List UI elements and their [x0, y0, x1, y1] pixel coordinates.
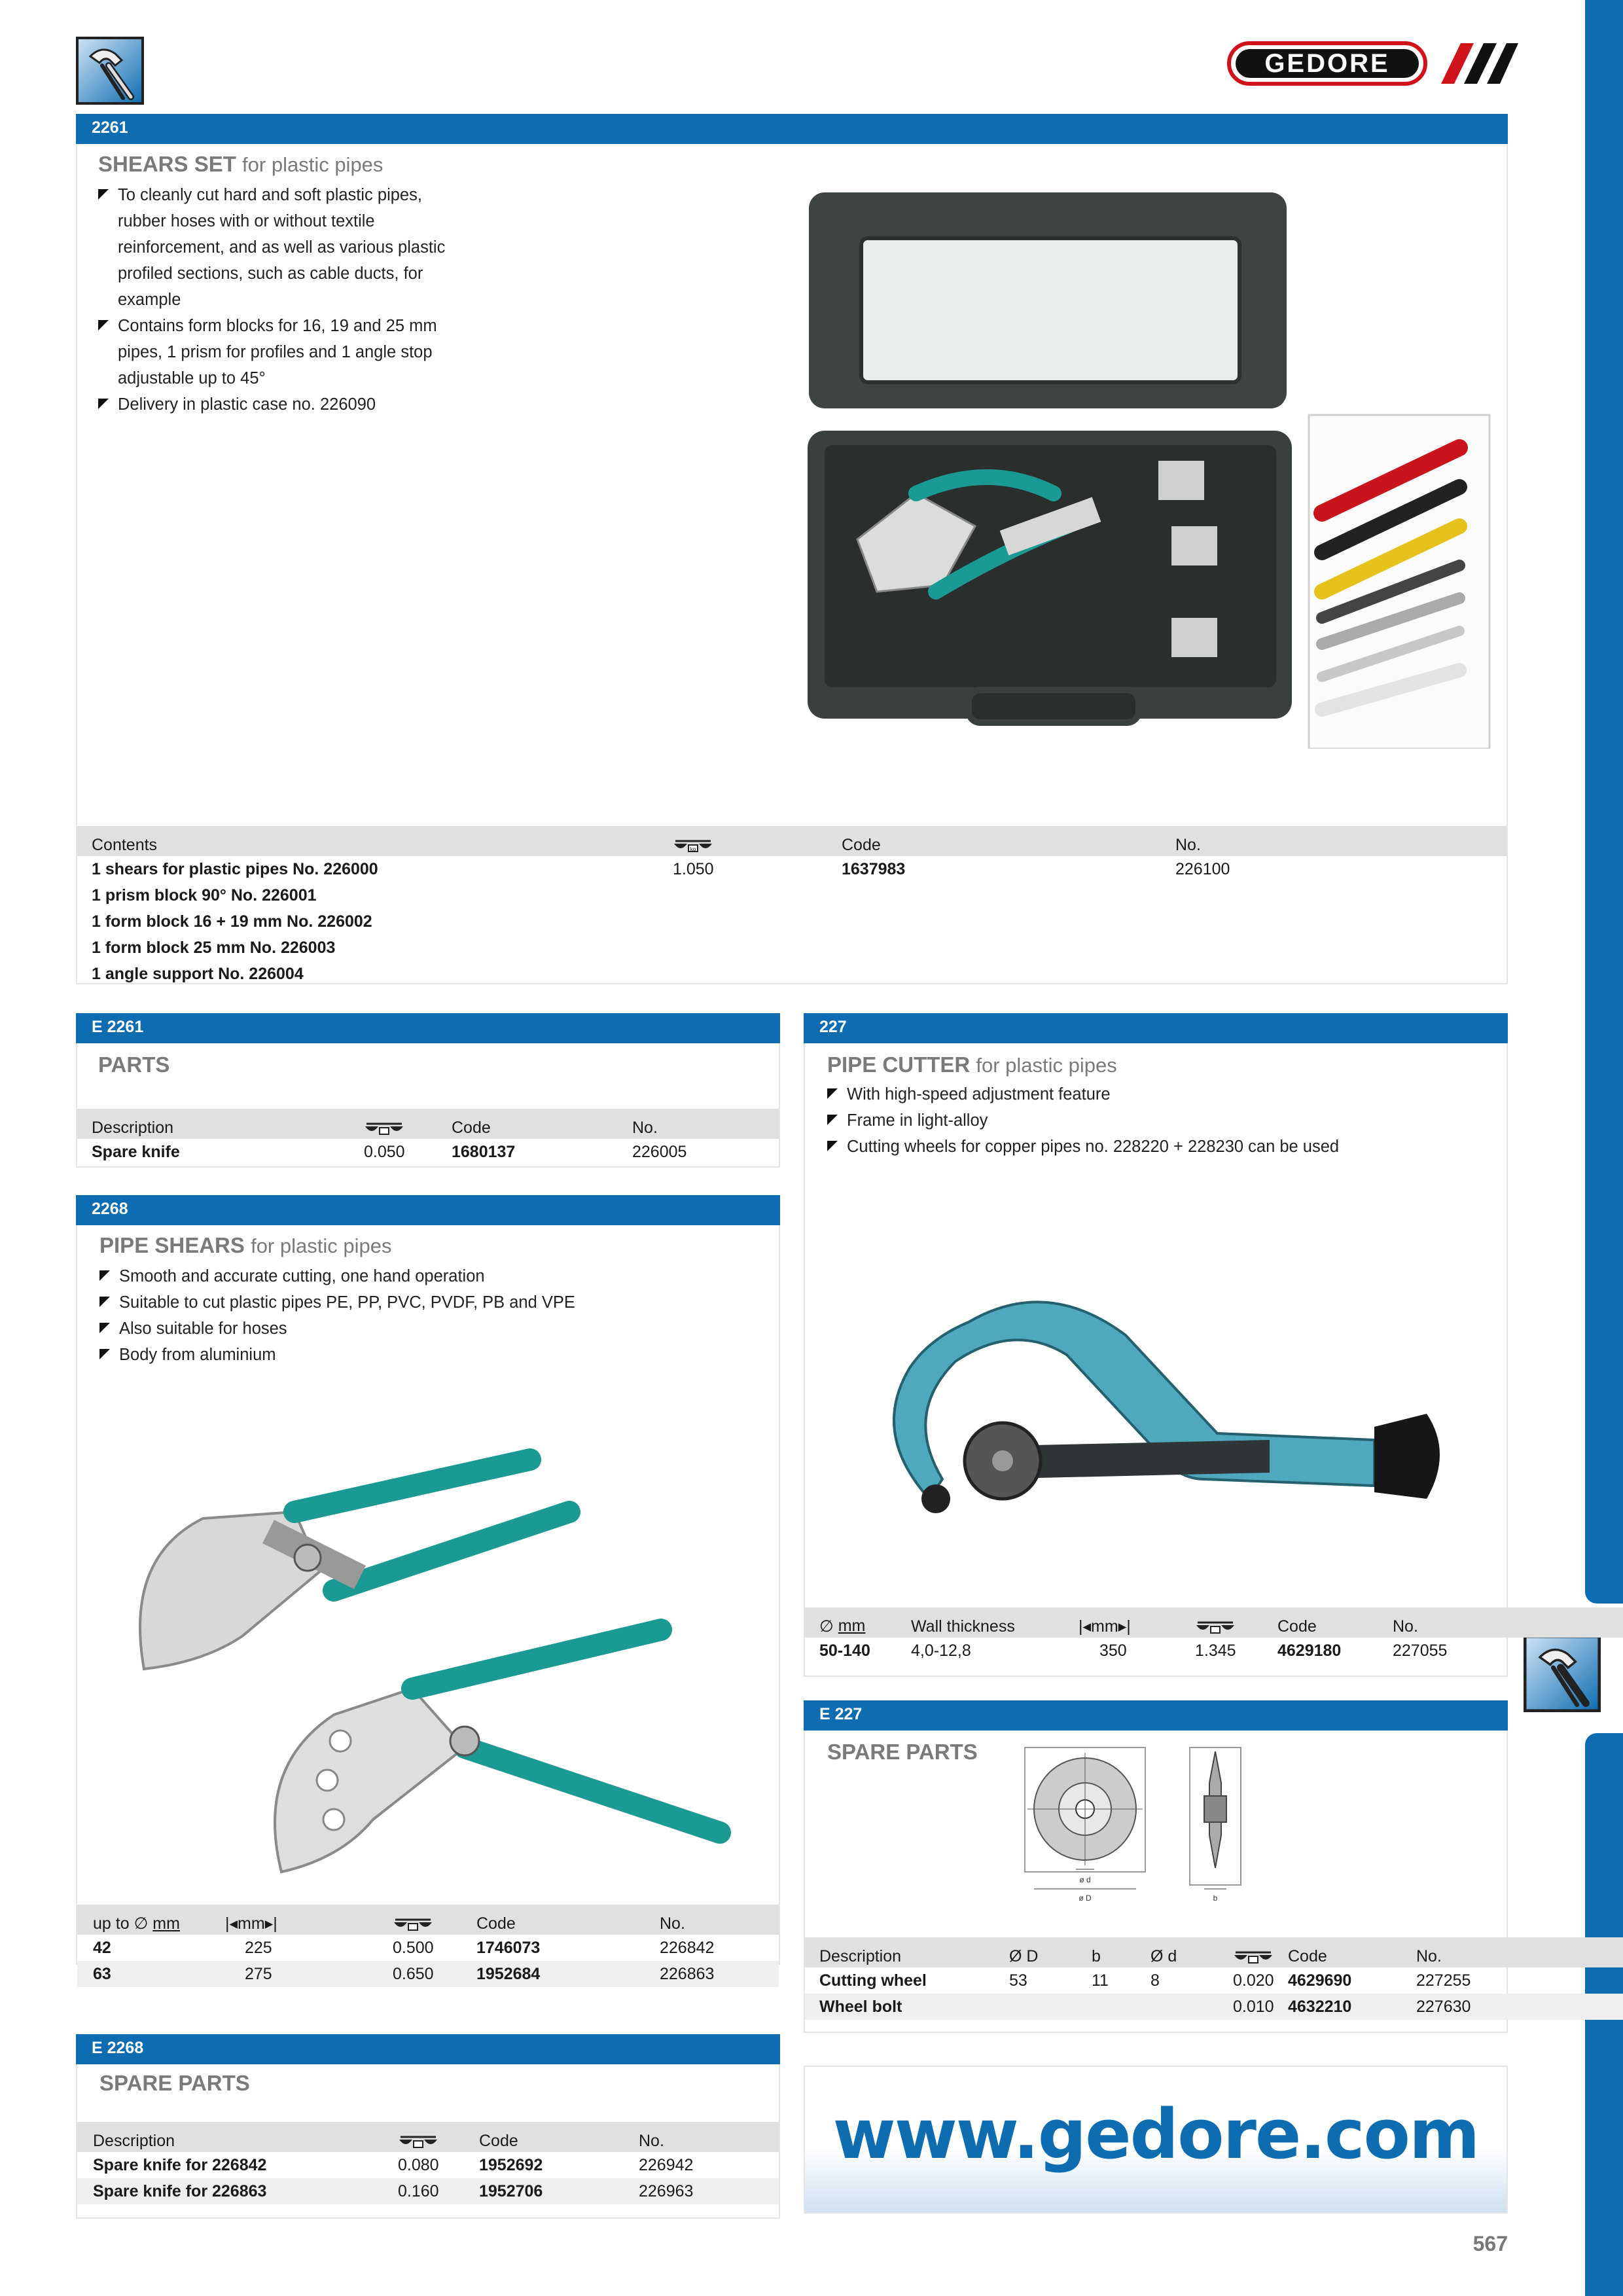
cell: 1 shears for plastic pipes No. 226000 [92, 859, 378, 878]
table-row [805, 1638, 1623, 1664]
cell: 0.010 [1233, 1994, 1288, 2020]
cutting-wheel-drawing [1021, 1744, 1270, 1907]
section-title [827, 1052, 1117, 1077]
contents-table [77, 826, 1507, 987]
cell: 226863 [660, 1961, 779, 1987]
feature-item: Also suitable for hoses [99, 1316, 767, 1342]
col-wall-thickness: Wall thickness [911, 1607, 1079, 1638]
section-code-bar: 227 [804, 1013, 1508, 1043]
feature-list [827, 1081, 1495, 1160]
label-width: b [1213, 1893, 1218, 1903]
scale-weight-icon [673, 837, 713, 854]
cell: 11 [1092, 1971, 1109, 1990]
feature-item: To cleanly cut hard and soft plastic pipes, rubber hoses with or without textile reinforcement, and as well as various plastic profiled sections, such as cable ducts, for example [98, 182, 465, 313]
col-length: |◂mm▸| [1079, 1607, 1195, 1638]
feature-item: Delivery in plastic case no. 226090 [98, 391, 465, 418]
col-width: b [1092, 1937, 1150, 1967]
feature-item: Cutting wheels for copper pipes no. 228220 + 228230 can be used [827, 1134, 1495, 1160]
cell: 227055 [1393, 1641, 1448, 1660]
scale-weight-icon [1195, 1619, 1236, 1636]
col-no: No. [1175, 826, 1507, 856]
svg-text:kg: kg [690, 846, 696, 853]
feature-item: Body from aluminium [99, 1342, 767, 1368]
cell: 227255 [1416, 1971, 1471, 1990]
col-no: No. [632, 1109, 779, 1139]
cell: 1952706 [479, 2178, 639, 2204]
cell: 1 form block 25 mm No. 226003 [92, 938, 336, 957]
unit-label: mm [152, 1914, 180, 1933]
cell: 0.080 [398, 2155, 439, 2174]
label-outer-diameter: ø D [1079, 1893, 1092, 1903]
cell: 227630 [1416, 1994, 1623, 2020]
col-code: Code [476, 1905, 660, 1935]
cell: 42 [93, 1938, 111, 1957]
product-image-shears-set [805, 186, 1492, 749]
feature-item: Frame in light-alloy [827, 1107, 1495, 1134]
cell: 4629690 [1288, 1971, 1352, 1990]
unit-label: mm [238, 1914, 265, 1933]
cell: 226005 [632, 1142, 687, 1161]
header-label: up to [93, 1914, 130, 1933]
cell: 0.020 [1233, 1971, 1274, 1990]
cell: 1.345 [1195, 1641, 1236, 1660]
label-inner-diameter: ø d [1079, 1875, 1091, 1884]
col-contents: Contents [77, 826, 673, 856]
cell: 0.050 [364, 1142, 405, 1161]
cell: 226842 [660, 1938, 715, 1957]
cell: Spare knife [92, 1142, 180, 1161]
spare-parts-2268-table [77, 2122, 779, 2204]
feature-item: With high-speed adjustment feature [827, 1081, 1495, 1107]
col-code: Code [1277, 1607, 1393, 1638]
length-arrows-icon: |◂ [1079, 1617, 1092, 1636]
col-description: Description [77, 1109, 364, 1139]
cell: 226963 [639, 2178, 779, 2204]
scale-weight-icon [364, 1120, 404, 1137]
unit-label: mm [1091, 1617, 1118, 1636]
col-length: |◂mm▸| [225, 1905, 393, 1935]
section-code-bar: 2261 [76, 114, 1508, 144]
col-weight [673, 826, 842, 856]
cell: 226942 [639, 2155, 694, 2174]
scale-weight-icon [398, 2133, 438, 2150]
pipe-wrench-icon [76, 37, 144, 105]
col-weight [393, 1905, 476, 1935]
page-number: 567 [1472, 2232, 1508, 2255]
col-weight [364, 1109, 452, 1139]
cell: 1952684 [476, 1961, 660, 1987]
cell: Cutting wheel [819, 1971, 927, 1990]
feature-item: Suitable to cut plastic pipes PE, PP, PVC, PVDF, PB and VPE [99, 1289, 767, 1316]
col-code: Code [842, 826, 1175, 856]
col-no: No. [660, 1905, 779, 1935]
feature-item: Contains form blocks for 16, 19 and 25 mm pipes, 1 prism for profiles and 1 angle stop adjustable up to 45° [98, 313, 465, 391]
cell: 0.160 [398, 2178, 479, 2204]
unit-label: mm [838, 1616, 866, 1635]
category-icon [76, 37, 144, 105]
col-code: Code [452, 1109, 632, 1139]
section-title: SPARE PARTS [827, 1740, 978, 1764]
cell: 63 [77, 1961, 225, 1987]
section-title [99, 1233, 391, 1258]
table-row [805, 1967, 1623, 1994]
pipe-shears-table [77, 1905, 779, 1987]
table-row [77, 856, 1507, 882]
cell: Spare knife for 226842 [93, 2155, 267, 2174]
title-sub: for plastic pipes [976, 1054, 1117, 1077]
cell: Spare knife for 226863 [77, 2178, 398, 2204]
cell: 4,0-12,8 [911, 1641, 971, 1660]
col-code: Code [479, 2122, 639, 2152]
cell: 1680137 [452, 1142, 516, 1161]
section-code-bar: E 2268 [76, 2034, 780, 2064]
col-no: No. [639, 2122, 779, 2152]
spare-parts-227-table [805, 1937, 1623, 2020]
table-row [77, 2178, 779, 2204]
feature-item: Smooth and accurate cutting, one hand operation [99, 1263, 767, 1289]
cell: 8 [1150, 1971, 1160, 1990]
title-main: PIPE CUTTER [827, 1052, 971, 1077]
table-row [77, 1935, 779, 1961]
table-row [805, 1994, 1623, 2020]
cell: 1746073 [476, 1938, 541, 1957]
table-row [77, 882, 1507, 908]
title-main: SHEARS SET [98, 152, 236, 176]
brand-text: GEDORE [1264, 49, 1390, 78]
col-inner-diameter: Ø d [1150, 1937, 1233, 1967]
col-no: No. [1416, 1937, 1623, 1967]
cell: 4629180 [1277, 1641, 1342, 1660]
feature-list [98, 182, 465, 418]
table-row [77, 2152, 779, 2178]
product-image-pipe-cutter [851, 1283, 1472, 1558]
table-row [77, 935, 1507, 961]
cell: 0.650 [393, 1961, 476, 1987]
cell: 1 form block 16 + 19 mm No. 226002 [92, 912, 372, 931]
title-sub: for plastic pipes [251, 1234, 392, 1257]
length-arrows-icon: |◂ [225, 1914, 238, 1933]
title-main: PIPE SHEARS [99, 1233, 245, 1257]
product-image-pipe-shears [98, 1440, 740, 1885]
scale-weight-icon [1233, 1948, 1274, 1965]
diameter-icon: ∅ [134, 1914, 149, 1933]
cell: 1637983 [842, 859, 906, 878]
cell: 4632210 [1288, 1994, 1416, 2020]
cell: 50-140 [819, 1641, 870, 1660]
cell: 225 [245, 1938, 272, 1957]
cell: 53 [1009, 1971, 1027, 1990]
col-description: Description [77, 2122, 398, 2152]
table-row [77, 1961, 779, 1987]
cell: 275 [225, 1961, 393, 1987]
col-weight [1195, 1607, 1277, 1638]
col-description: Description [805, 1937, 1009, 1967]
col-code: Code [1288, 1937, 1416, 1967]
cell: 226100 [1175, 859, 1230, 878]
website-link[interactable]: www.gedore.com [832, 2094, 1479, 2174]
cell: Wheel bolt [805, 1994, 1009, 2020]
gedore-logo [1225, 38, 1520, 89]
right-edge-tab-upper [1585, 0, 1623, 1604]
section-title [98, 152, 383, 177]
section-code-bar: 2268 [76, 1195, 780, 1225]
pipe-cutter-table [805, 1607, 1623, 1664]
section-title: PARTS [98, 1052, 170, 1077]
col-outer-diameter: Ø D [1009, 1937, 1092, 1967]
cell: 1 prism block 90° No. 226001 [92, 886, 317, 905]
cell: 1.050 [673, 859, 714, 878]
feature-list [99, 1263, 767, 1368]
cell: 0.500 [393, 1938, 434, 1957]
cell: 1 angle support No. 226004 [92, 964, 304, 983]
col-weight [1233, 1937, 1288, 1967]
table-row [77, 961, 1507, 987]
col-weight [398, 2122, 479, 2152]
col-upto-diameter [77, 1905, 225, 1935]
table-row [77, 908, 1507, 935]
col-no: No. [1393, 1607, 1623, 1638]
table-row [77, 1139, 779, 1165]
section-code-bar: E 227 [804, 1700, 1508, 1731]
cell: 1952692 [479, 2155, 543, 2174]
section-title: SPARE PARTS [99, 2071, 250, 2095]
col-diameter [805, 1607, 911, 1638]
diameter-icon: ∅ [819, 1617, 834, 1636]
parts-table [77, 1109, 779, 1165]
section-code-bar: E 2261 [76, 1013, 780, 1043]
cell: 350 [1099, 1641, 1127, 1660]
scale-weight-icon [393, 1916, 433, 1933]
title-sub: for plastic pipes [242, 153, 383, 176]
